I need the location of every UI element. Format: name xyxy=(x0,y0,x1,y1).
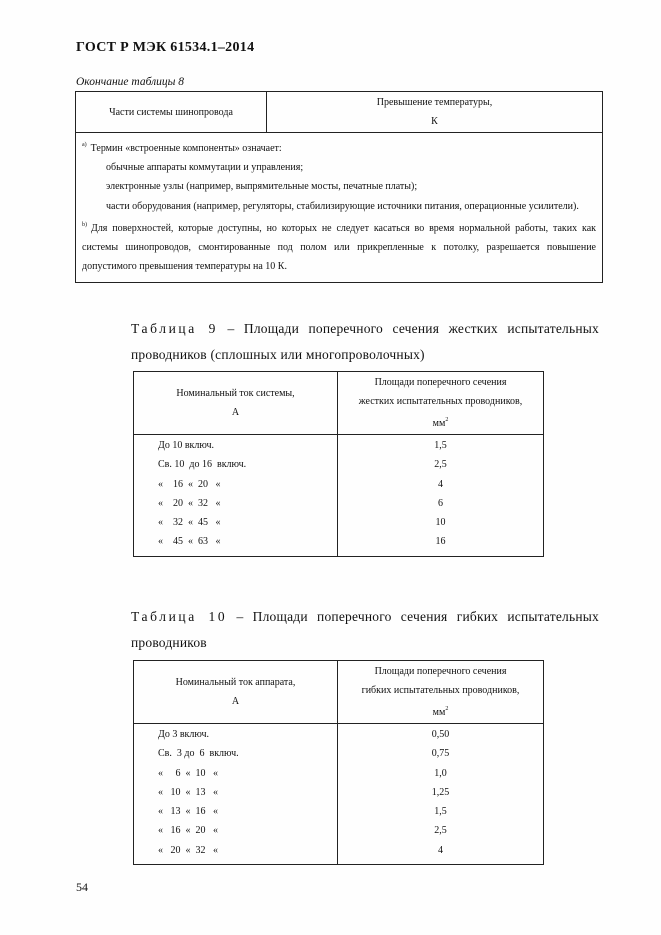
table-row: « 45 « 63 « xyxy=(158,536,221,548)
table10-col1-line1: Номинальный ток аппарата, xyxy=(175,677,296,688)
table9-header-row xyxy=(134,372,544,435)
table-row: « 6 « 10 « xyxy=(158,767,218,779)
table8-col1-header: Части системы шинопровода xyxy=(76,92,267,133)
table9-caption-text: – Площади поперечного сечения жестких испытательных проводников (сплошных или многопроволочных) xyxy=(131,321,599,362)
table10-current-column xyxy=(134,724,338,865)
table-row: « 13 « 16 « xyxy=(158,806,218,818)
table8-col2-header xyxy=(267,92,603,133)
table10-col2-header xyxy=(338,661,544,724)
table10-col1-header xyxy=(134,661,338,724)
document-header: ГОСТ Р МЭК 61534.1–2014 xyxy=(76,40,255,55)
table10-caption-text: – Площади поперечного сечения гибких испытательных проводников xyxy=(131,609,599,650)
table9-col2-unit: $мм^2$ xyxy=(432,417,449,429)
table-cell: 16 xyxy=(435,536,446,548)
table-row: « 32 « 45 « xyxy=(158,517,221,529)
page-number: 54 xyxy=(76,880,88,894)
table-cell: 2,5 xyxy=(434,459,447,471)
table9-caption-label: Таблица 9 xyxy=(131,321,219,336)
table-row: Св. 3 до 6 включ. xyxy=(158,748,239,760)
note-b xyxy=(82,216,596,277)
note-a-item-3: части оборудования (например, регуляторы, стабилизирующие источники питания, операционные усилители). xyxy=(106,200,579,212)
table8-notes xyxy=(76,133,603,283)
note-a-item-2: электронные узлы (например, выпрямительные мосты, печатные платы); xyxy=(106,181,418,193)
table9-body-row xyxy=(134,435,544,557)
note-a-text: Термин «встроенные компоненты» означает: xyxy=(90,143,282,154)
table10-area-column xyxy=(338,724,544,865)
table-row: « 20 « 32 « xyxy=(158,844,218,856)
table-row: Св. 10 до 16 включ. xyxy=(158,459,247,471)
table-cell: 6 xyxy=(438,497,443,509)
table10-col2-line1: Площади поперечного сечения xyxy=(374,666,507,677)
table-row: « 10 « 13 « xyxy=(158,786,218,798)
table9-current-column xyxy=(134,435,338,557)
table-10 xyxy=(133,660,544,865)
table10-col2-unit: $мм^2$ xyxy=(432,706,449,718)
table-row: « 20 « 32 « xyxy=(158,497,221,509)
note-b-text: Для поверхностей, которые доступны, но которых не следует касаться во время нормальной работы, таких как системы шинопроводов, смонтированные под полом или прикрепленные к потолку, разрешается повышение допустимого превышения температуры на 10 К. xyxy=(82,222,596,273)
table-cell: 2,5 xyxy=(434,825,447,837)
table-cell: 0,50 xyxy=(431,729,450,740)
table9-col2-line2: жестких испытательных проводников, xyxy=(358,396,523,407)
table8-continuation-caption: Окончание таблицы 8 xyxy=(76,76,184,88)
table-8 xyxy=(75,91,603,283)
table10-body-row xyxy=(134,724,544,865)
table-row: « 16 « 20 « xyxy=(158,478,221,490)
note-a-marker: a) xyxy=(82,142,87,148)
table8-col2-line2: К xyxy=(431,116,438,127)
table-9 xyxy=(133,371,544,557)
table8-header-row xyxy=(76,92,603,133)
note-a xyxy=(82,136,596,158)
table-cell: 1,25 xyxy=(431,786,450,798)
table9-caption xyxy=(131,316,599,368)
table10-caption xyxy=(131,604,599,656)
note-a-item-1: обычные аппараты коммутации и управления; xyxy=(106,162,304,174)
table-row: « 16 « 20 « xyxy=(158,825,218,837)
table8-col2-line1: Превышение температуры, xyxy=(376,97,493,108)
table-cell: 1,5 xyxy=(434,440,447,451)
note-b-marker: b) xyxy=(82,221,87,228)
table10-col2-line2: гибких испытательных проводников, xyxy=(361,685,520,696)
table9-col2-line1: Площади поперечного сечения xyxy=(374,377,507,388)
table9-col1-header xyxy=(134,372,338,435)
table8-notes-row xyxy=(76,133,603,283)
table9-col2-header xyxy=(338,372,544,435)
table10-col1-line2: А xyxy=(231,696,240,707)
table-cell: 1,0 xyxy=(434,767,447,779)
table-cell: 4 xyxy=(438,844,443,856)
table9-col1-line1: Номинальный ток системы, xyxy=(176,388,295,399)
table-cell: 1,5 xyxy=(434,806,447,818)
table10-header-row xyxy=(134,661,544,724)
table10-caption-label: Таблица 10 xyxy=(131,609,228,624)
table9-area-column xyxy=(338,435,544,557)
table9-col1-line2: А xyxy=(231,407,240,418)
table-row: До 10 включ. xyxy=(158,440,215,451)
table-row: До 3 включ. xyxy=(158,729,210,740)
table-cell: 10 xyxy=(435,517,446,529)
table-cell: 4 xyxy=(438,478,443,490)
table-cell: 0,75 xyxy=(431,748,450,760)
